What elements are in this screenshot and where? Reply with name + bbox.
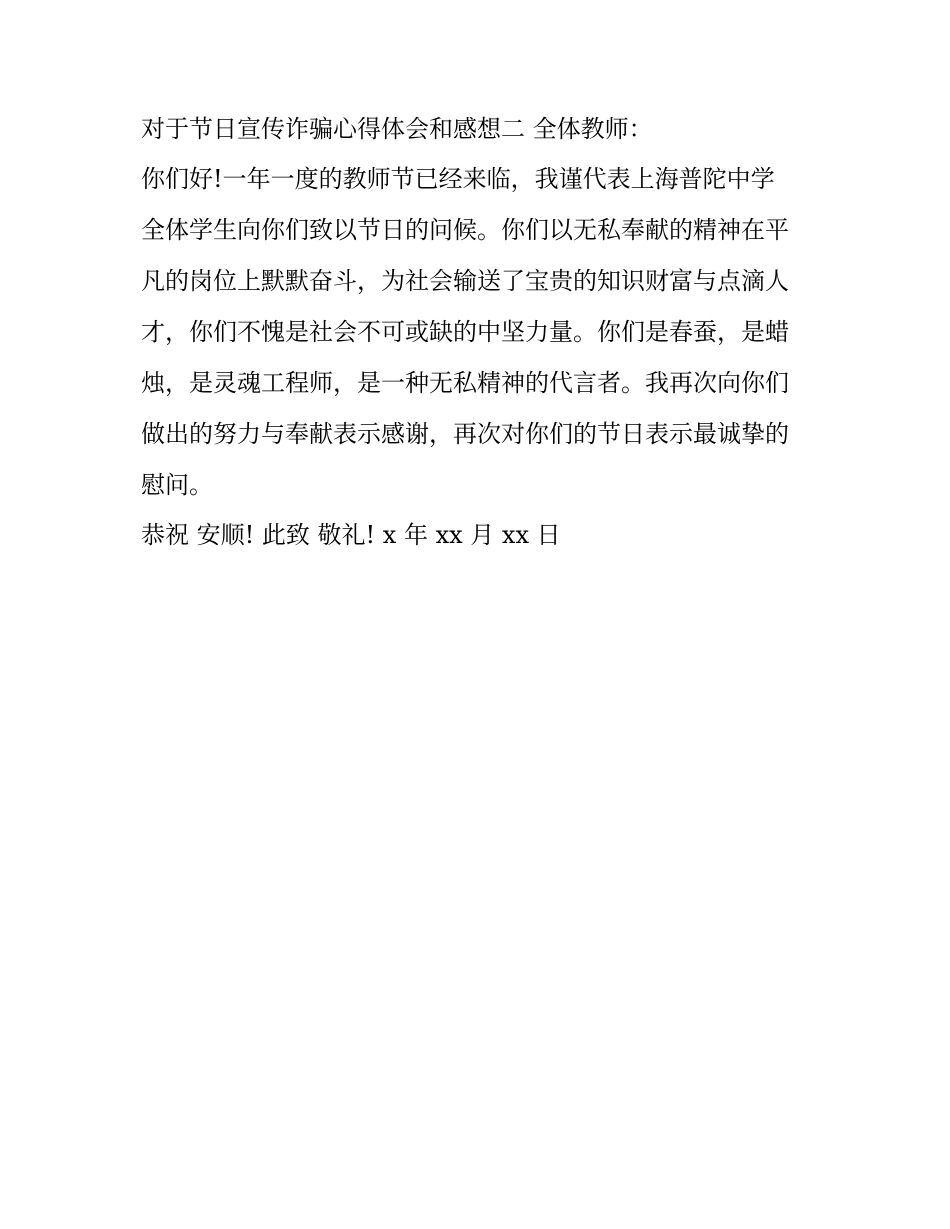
body-paragraph (141, 162, 813, 502)
document-text (141, 112, 813, 552)
closing-line: 恭祝 安顺! 此致 敬礼! x 年 xx 月 xx 日 (141, 521, 561, 549)
body-line: 凡的岗位上默默奋斗，为社会输送了宝贵的知识财富与点滴人 (141, 267, 789, 295)
body-line: 做出的努力与奉献表示感谢，再次对你们的节日表示最诚挚的 (141, 420, 789, 448)
body-line: 全体学生向你们致以节日的问候。你们以无私奉献的精神在平 (141, 216, 789, 244)
body-line: 才，你们不愧是社会不可或缺的中坚力量。你们是春蚕，是蜡 (141, 318, 789, 346)
document-title-line: 对于节日宣传诈骗心得体会和感想二 全体教师： (141, 115, 653, 143)
body-line: 你们好!一年一度的教师节已经来临，我谨代表上海普陀中学 (141, 165, 775, 193)
body-line: 慰问。 (141, 471, 213, 499)
body-line: 烛，是灵魂工程师，是一种无私精神的代言者。我再次向你们 (141, 369, 789, 397)
